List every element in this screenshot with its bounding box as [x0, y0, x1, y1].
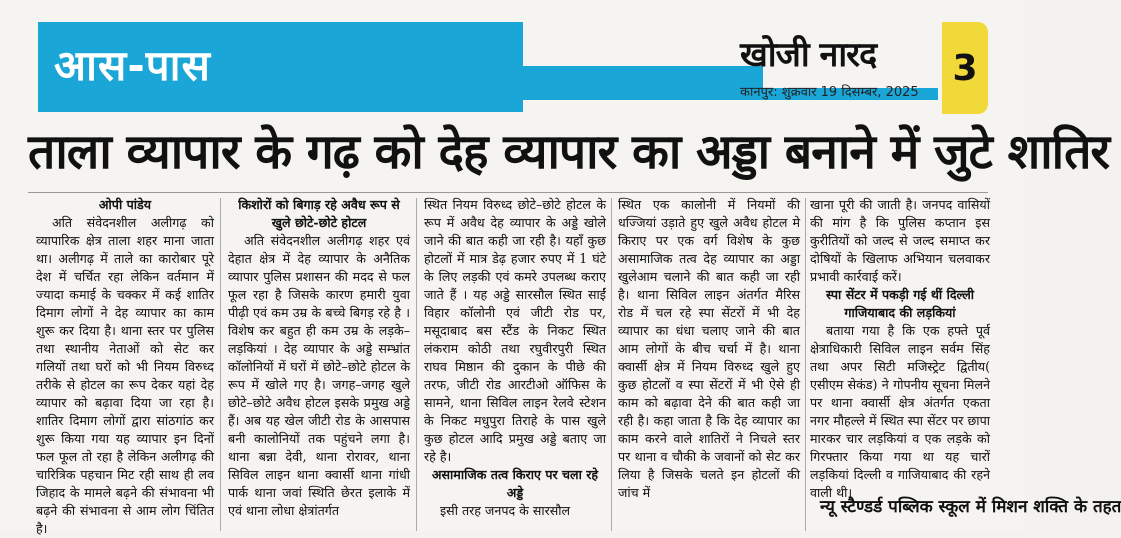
article-column-3 — [424, 196, 606, 531]
headline: ताला व्यापार के गढ़ को देह व्यापार का अड्डा बनाने में जुटे शातिर — [28, 124, 1110, 180]
section-title: आस-पास — [54, 41, 211, 90]
column-text: अति संवेदनशील अलीगढ़ शहर एवं देहात क्षेत्र में देह व्यापार के अनैतिक व्यापार पुलिस प्रशासन की मदद से फल फूल रहा है जिसके कारण हमारी युवा पीढ़ी एवं कम उम्र के बच्चे बिगड़ रहे है । विशेष कर बहुत ही कम उम्र के लड़के– लड़कियां । देह व्यापार के अड्डे सम्भ्रांत कॉलोनियों में घरों में छोटे–छोटे होटल के रूप में खोले गए है। जगह–जगह खुले छोटे–छोटे अवैध होटल इसके प्रमुख अड्डे हैं। अब यह खेल जीटी रोड के आसपास बनी कालोनियों तक पहुंचने लगा है। थाना बन्ना देवी, थाना रोरावर, थाना सिविल लाइन थाना क्वार्सी थाना गांधी पार्क थाना जवां स्थिति छेरत इलाके में एवं थाना लोधा क्षेत्रांतर्गत — [228, 233, 410, 518]
subheading: असामाजिक तत्व किराए पर चला रहे अड्डे — [431, 467, 599, 500]
dateline: कानपुर: शुक्रवार 19 दिसम्बर, 2025 — [740, 85, 919, 100]
band-stripe — [523, 66, 763, 100]
column-divider — [611, 198, 612, 531]
article-column-4 — [618, 196, 800, 531]
section-band — [38, 22, 523, 112]
column-text: इसी तरह जनपद के सारसौल — [440, 503, 571, 518]
column-divider — [416, 198, 417, 531]
article-column-1 — [36, 196, 214, 536]
column-text: स्थित नियम विरुध्द छोटे–छोटे होटल के रूप में अवैध देह व्यापार के अड्डे खोले जाने की बात कही जा रही है। यहाँ कुछ होटलों में मात्र डेढ़ हजार रुपए में 1 घंटे के लिए लड़की एवं कमरे उपलब्ध कराए जाते हैं । यह अड्डे सारसौल स्थित साईं विहार कॉलोनी एवं जीटी रोड पर, मसूदाबाद बस स्टैंड के निकट स्थित लंकराम कोठी तथा रघुवीरपुरी स्थित राघव मिष्ठान की दुकान के पीछे की तरफ, जीटी रोड आरटीओ ऑफिस के सामने, थाना सिविल लाइन रेलवे स्टेशन के निकट मधुपुरा तिराहे के पास खुले कुछ होटल आदि प्रमुख अड्डे बताए जा रहे है। — [424, 197, 606, 464]
column-text: बताया गया है कि एक हफ्ते पूर्व क्षेत्राधिकारी सिविल लाइन सर्वम सिंह तथा अपर सिटी मजिस्ट्रेट द्वितीय( एसीएम सेकंड) ने गोपनीय सूचना मिलने पर थाना क्वार्सी क्षेत्र अंतर्गत एकता नगर मौहल्ले में स्थित स्पा सेंटर पर छापा मारकर चार लड़कियां व एक लड़के को गिरफ्तार किया गया था यह चारों लड़कियां दिल्ली व गाजियाबाद की रहने वाली थी। — [810, 323, 990, 500]
column-text: स्थित एक कालोनी में नियमों की धज्जियां उड़ाते हुए खुले अवैध होटल मे किराए पर एक वर्ग विशेष के कुछ असामाजिक तत्व देह व्यापार का अड्डा खुलेआम चलाने की बात कही जा रही है। थाना सिविल लाइन अंतर्गत मैरिस रोड में चल रहे स्पा सेंटरों में भी देह व्यापार का धंधा चलाए जाने की बात आम लोगों के बीच चर्चा में है। थाना क्वार्सी क्षेत्र में नियम विरुध्द खुले हुए कुछ होटलों व स्पा सेंटरों में भी ऐसे ही काम को बढ़ावा देने की बात कही जा रही है। कहा जाता है कि देह व्यापार का काम करने वाले शातिरों ने निचले स्तर पर थाना व चौकी के जवानों को सेट कर लिया है जिसके चलते इन होटलों की जांच में — [618, 197, 800, 500]
next-story-headline: न्यू स्टैण्डर्ड पब्लिक स्कूल में मिशन शक्ति के तहत — [820, 497, 1121, 517]
newspaper-brand: खोजी नारद — [740, 35, 877, 75]
subheading: किशोरों को बिगाड़ रहे अवैध रूप से खुले छोटे-छोटे होटल — [238, 197, 400, 230]
headline-rule — [28, 192, 988, 193]
column-text: अति संवेदनशील अलीगढ़ को व्यापारिक क्षेत्र ताला शहर माना जाता था। अलीगढ़ में ताले का कारोबार पूरे देश में चर्चित रहा लेकिन वर्तमान में ज्यादा कमाई के चक्कर में कई शातिर दिमाग लोगों ने देह व्यापार का काम शुरू कर दिया है। थाना स्तर पर पुलिस तथा स्थानीय नेताओं को सेट कर गलियों तथा घरों को भी नियम विरुध्द तरीके से होटल का रूप देकर यहां देह व्यापार को बढ़ावा दिया जा रहा है। शातिर दिमाग लोगों द्वारा सांठगांठ कर शुरू किया गया यह व्यापार इन दिनों फल फूल तो रहा है लेकिन अलीगढ़ की चारित्रिक पहचान मिट रही साथ ही लव जिहाद के मामले बढ़ने की संभावना भी बढ़ने की संभावना से आम लोग चिंतित है। — [36, 215, 214, 536]
page-number: 3 — [942, 22, 988, 114]
column-divider — [805, 198, 806, 531]
column-text: खाना पूरी की जाती है। जनपद वासियों की मांग है कि पुलिस कप्तान इस कुरीतियों को जल्द से जल्द समाप्त कर दोषियों के खिलाफ अभियान चलवाकर प्रभावी कार्रवाई करें। — [810, 197, 990, 284]
column-divider — [220, 198, 221, 531]
byline: ओपी पांडेय — [98, 197, 152, 212]
article-column-5 — [810, 196, 990, 500]
article-column-2 — [228, 196, 410, 531]
subheading: स्पा सेंटर में पकड़ी गई थीं दिल्ली गाजियाबाद की लड़कियां — [826, 287, 974, 320]
